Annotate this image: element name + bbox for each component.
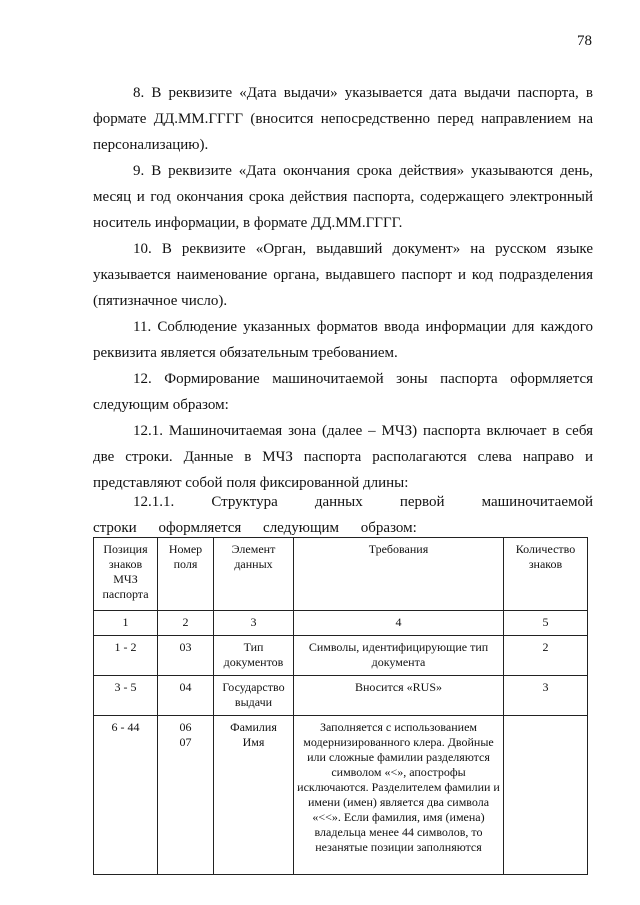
header-cell: Количество знаков [504,538,588,611]
element-cell: Государство выдачи [214,676,294,716]
header-cell: Требования [294,538,504,611]
paragraph-9: 9. В реквизите «Дата окончания срока действия» указываются день, месяц и год окончания срока действия паспорта, содержащего электронный носитель информации, в формате ДД.ММ.ГГГГ. [93,163,593,231]
paragraph-8: 8. В реквизите «Дата выдачи» указывается дата выдачи паспорта, в формате ДД.ММ.ГГГГ (вносится непосредственно перед направлением на персонализацию). [93,85,593,153]
column-number: 2 [158,611,214,636]
position-cell: 1 - 2 [94,636,158,676]
paragraph-12: 12. Формирование машиночитаемой зоны паспорта оформляется следующим образом: [93,371,593,413]
requirements-cell: Заполняется с использованием модернизированного клера. Двойные или сложные фамилии разделяются символом «<», апострофы исключаются. Разделителем фамилии и имени (имен) является два символа «<<». Если фамилия, имя (имена) владельца менее 44 символов, то незанятые позиции заполняются [294,716,504,875]
field-cell: 04 [158,676,214,716]
column-number: 4 [294,611,504,636]
position-cell: 3 - 5 [94,676,158,716]
paragraph-10: 10. В реквизите «Орган, выдавший документ» на русском языке указывается наименование органа, выдавшего паспорт и код подразделения (пятизначное число). [93,241,593,309]
page-number: 78 [577,33,592,49]
position-cell: 6 - 44 [94,716,158,875]
column-number-row [94,611,588,636]
header-cell: Элемент данных [214,538,294,611]
column-number: 5 [504,611,588,636]
table-row [94,716,588,875]
field-cell: 03 [158,636,214,676]
requirements-cell: Вносится «RUS» [294,676,504,716]
column-number: 3 [214,611,294,636]
paragraph-11: 11. Соблюдение указанных форматов ввода информации для каждого реквизита является обязательным требованием. [93,319,593,361]
mrz-structure-table [93,537,588,875]
element-cell: Тип документов [214,636,294,676]
count-cell: 3 [504,676,588,716]
header-cell: Номер поля [158,538,214,611]
field-cell: 06 07 [158,716,214,875]
table-row [94,676,588,716]
element-cell: Фамилия Имя [214,716,294,875]
count-cell: 2 [504,636,588,676]
header-cell: Позиция знаков МЧЗ паспорта [94,538,158,611]
requirements-cell: Символы, идентифицирующие тип документа [294,636,504,676]
count-cell [504,716,588,875]
paragraph-12-1: 12.1. Машиночитаемая зона (далее – МЧЗ) паспорта включает в себя две строки. Данные в МЧЗ паспорта располагаются слева направо и представляют собой поля фиксированной длины: [93,423,593,491]
table-header-row [94,538,588,611]
table-row [94,636,588,676]
paragraph-12-1-1: 12.1.1. Структура данных первой машиночитаемой строки оформляется следующим образом: [93,494,593,536]
column-number: 1 [94,611,158,636]
